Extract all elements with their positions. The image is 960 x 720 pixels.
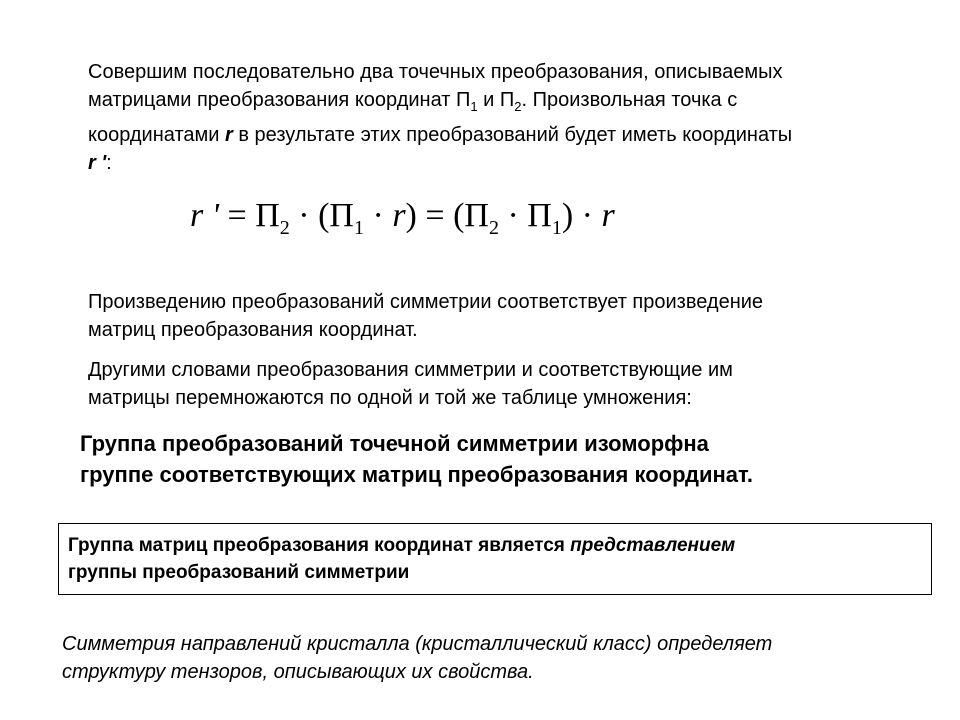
composition-formula: r ' = $\Pi_2 \cdot (\Pi_1 \cdot r) = (\Pi_2 \cdot \Pi_1) \cdot r$ [190,197,615,239]
intro-line-1: Совершим последовательно два точечных преобразования, описываемых [88,61,783,83]
intro-line-4: r ': [88,152,112,174]
intro-line-2: матрицами преобразования координат $П_1$ и $П_2$. Произвольная точка с [88,89,738,114]
multiplication-table-paragraph: Другими словами преобразования симметрии и соответствующие им матрицы перемножаются по одной и той же таблице умножения: [88,359,733,409]
intro-line-3: координатами r в результате этих преобразований будет иметь координаты [88,124,793,146]
representation-box: Группа матриц преобразования координат является представлением группы преобразований симметрии [58,523,932,595]
crystal-class-note: Симметрия направлений кристалла (кристаллический класс) определяет структуру тензоров, описывающих их свойства. [62,633,773,683]
intro-paragraph [88,58,948,177]
product-paragraph: Произведению преобразований симметрии соответствует произведение матриц преобразования координат. [88,291,764,341]
isomorphism-statement: Группа преобразований точечной симметрии изоморфна группе соответствующих матриц преобразования координат. [80,431,753,487]
